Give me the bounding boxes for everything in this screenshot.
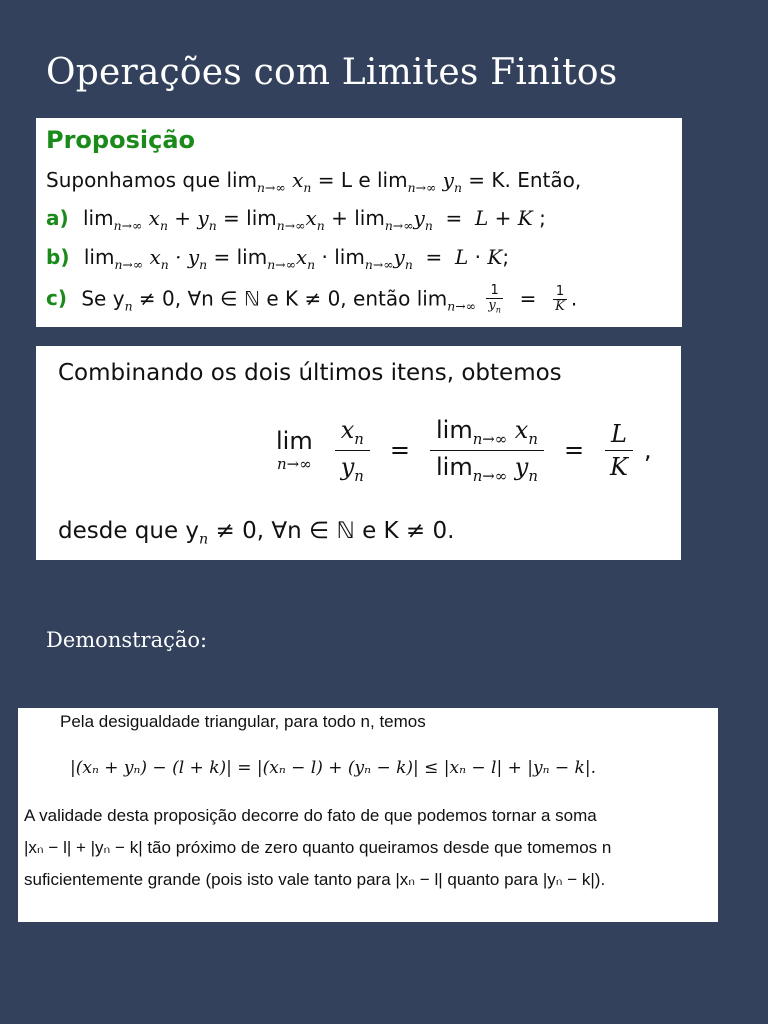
proof-inequality: |(xₙ + yₙ) − (l + k)| = |(xₙ − l) + (yₙ − k)| ≤ |xₙ − l| + |yₙ − k|. [70,758,596,778]
quotient-limit-equation: lim n→∞ $\frac{x_n}{y_n}$ = $\frac{\lim_{n\to\infty} x_n}{\lim_{n\to\infty} y_n}$ = $\frac{L}{K}$ , [276,416,652,485]
proof-line-4: |xₙ − l| + |yₙ − k| tão próximo de zero quanto queiramos desde que tomemos n [24,838,612,857]
combining-panel [36,346,681,560]
proposition-intro: Suponhamos que $\lim_{n\to\infty} x_n = L$ e $\lim_{n\to\infty} y_n = K$. Então, [46,168,582,195]
fraction-one-over-yn: $\frac{1}{y_n}$ [488,283,501,315]
proposition-panel [36,118,682,327]
proof-line-1: Pela desigualdade triangular, para todo n, temos [60,712,426,731]
demonstration-label: Demonstração: [46,628,208,652]
combining-intro: Combinando os dois últimos itens, obtemos [58,360,562,386]
proof-line-3: A validade desta proposição decorre do fato de que podemos tornar a soma [24,806,597,825]
proposition-heading: Proposição [46,126,196,154]
proposition-item-a: a) $\lim_{n\to\infty} x_n + y_n = \lim_{n\to\infty}x_n + \lim_{n\to\infty}y_n = L + K$ ; [46,206,546,233]
fraction-one-over-k: $\frac{1}{K}$ [555,284,565,315]
proposition-item-b: b) $\lim_{n\to\infty} x_n \cdot y_n = \lim_{n\to\infty}x_n \cdot \lim_{n\to\infty}y_n = L \cdot K$; [46,245,510,272]
proposition-item-c: c) Se $y_n \ne 0$, ∀n ∈ ℕ e K ≠ 0, então $\lim_{n\to\infty}$ $\frac{1}{y_n}$ = $\frac{1}{K}$ . [46,283,578,315]
slide-title: Operações com Limites Finitos [46,52,618,93]
proof-panel [18,708,718,922]
proof-line-5: suficientemente grande (pois isto vale tanto para |xₙ − l| quanto para |yₙ − k|). [24,870,606,889]
combining-condition: desde que $y_n \ne 0$, ∀n ∈ ℕ e K ≠ 0. [58,518,455,548]
